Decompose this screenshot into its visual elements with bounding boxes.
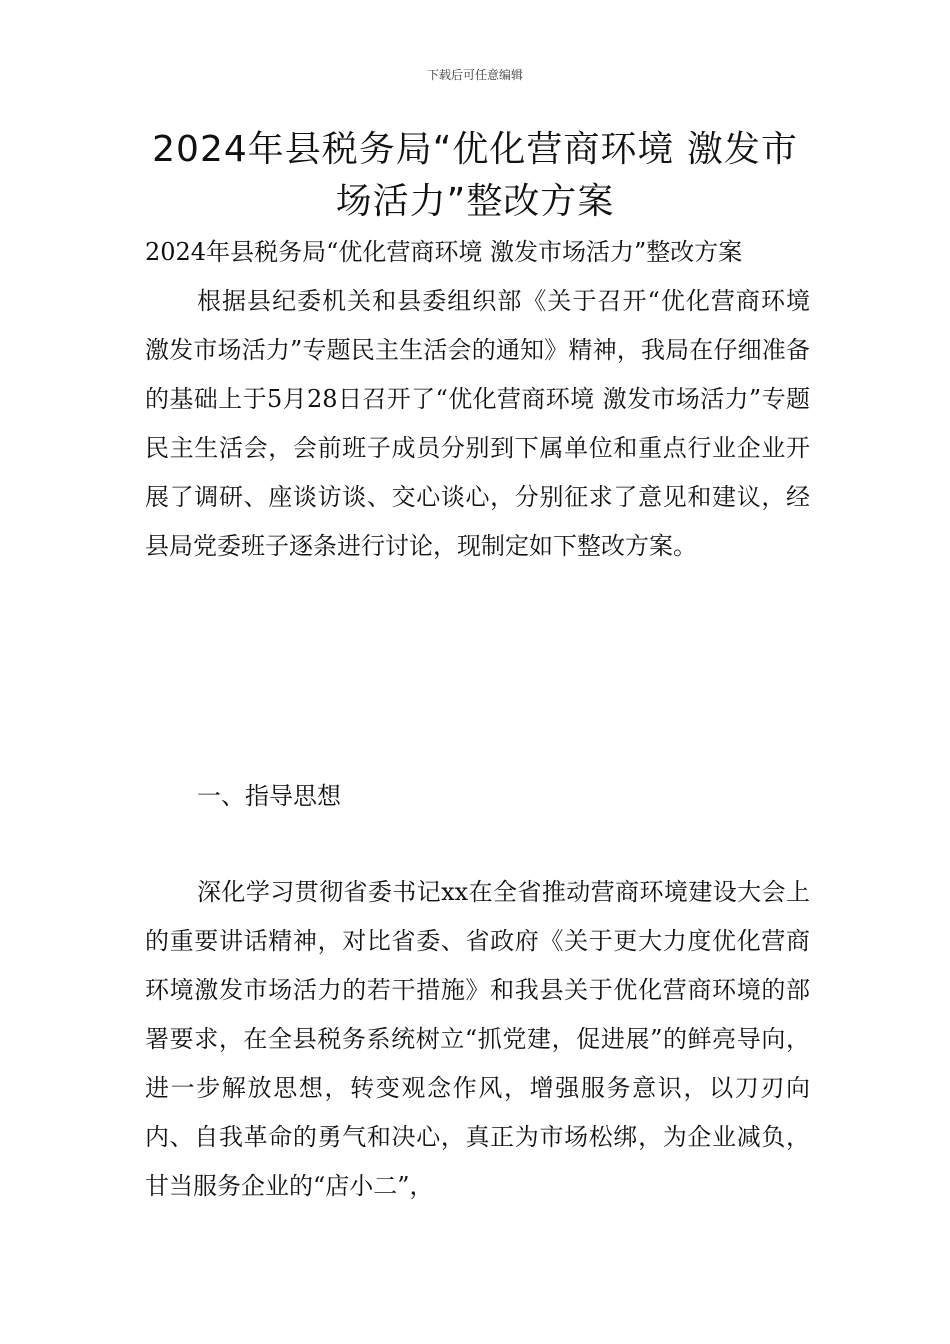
paragraph-intro: 根据县纪委机关和县委组织部《关于召开“优化营商环境 激发市场活力”专题民主生活会的通知》精神，我局在仔细准备的基础上于5月28日召开了“优化营商环境 激发市场活力”专题民主生活会，会前班子成员分别到下属单位和重点行业企业开展了调研、座谈访谈、交心谈心，分别征求了意见和建议，经县局党委班子逐条进行讨论，现制定如下整改方案。	[145, 287, 810, 560]
paragraph-guiding-thought: 深化学习贯彻省委书记xx在全省推动营商环境建设大会上的重要讲话精神，对比省委、省政府《关于更大力度优化营商环境激发市场活力的若干措施》和我县关于优化营商环境的部署要求，在全县税务系统树立“抓党建，促进展”的鲜亮导向，进一步解放思想，转变观念作风，增强服务意识，以刀刃向内、自我革命的勇气和决心，真正为市场松绑，为企业减负，甘当服务企业的“店小二”，	[145, 878, 810, 1200]
document-title: 2024年县税务局“优化营商环境 激发市场活力”整改方案	[152, 129, 798, 222]
header-note: 下载后可任意编辑	[426, 68, 523, 82]
subtitle-line: 2024年县税务局“优化营商环境 激发市场活力”整改方案	[145, 238, 743, 266]
section-heading-guiding-thought: 一、指导思想	[197, 782, 341, 810]
